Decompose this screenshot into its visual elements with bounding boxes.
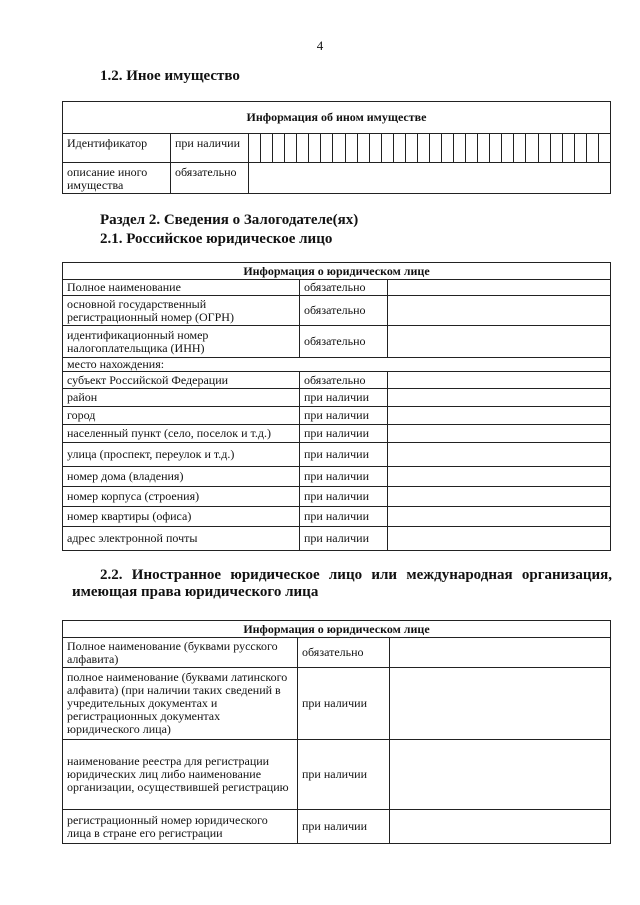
row-label: место нахождения: [63, 358, 611, 372]
row-label: номер корпуса (строения) [63, 487, 300, 507]
row-requirement: при наличии [300, 527, 388, 551]
value-cell[interactable] [388, 467, 611, 487]
value-cell[interactable] [388, 389, 611, 407]
row-label: субъект Российской Федерации [63, 372, 300, 389]
row-requirement: обязательно [298, 638, 390, 668]
value-cell[interactable] [388, 425, 611, 443]
value-cell[interactable] [388, 487, 611, 507]
row-label: основной государственный регистрационный номер (ОГРН) [63, 296, 300, 326]
row-requirement: обязательно [300, 372, 388, 389]
value-cell[interactable] [388, 507, 611, 527]
row-label: район [63, 389, 300, 407]
value-cell[interactable] [388, 407, 611, 425]
row-label: Идентификатор [63, 134, 171, 163]
description-input[interactable] [249, 163, 611, 194]
table-header: Информация о юридическом лице [63, 263, 611, 280]
value-cell[interactable] [388, 372, 611, 389]
russian-entity-table [62, 262, 611, 551]
row-label: номер дома (владения) [63, 467, 300, 487]
row-requirement: при наличии [298, 740, 390, 810]
row-label: наименование реестра для регистрации юридических лиц либо наименование организации, осуществившей регистрацию [63, 740, 298, 810]
row-label: регистрационный номер юридического лица в стране его регистрации [63, 810, 298, 844]
table-header: Информация о юридическом лице [63, 621, 611, 638]
table-header: Информация об ином имуществе [63, 102, 611, 134]
value-cell[interactable] [388, 296, 611, 326]
other-property-table [62, 101, 611, 194]
heading-section-2: Раздел 2. Сведения о Залогодателе(ях) [100, 212, 359, 228]
row-label: идентификационный номер налогоплательщика (ИНН) [63, 326, 300, 358]
row-requirement: при наличии [298, 810, 390, 844]
value-cell[interactable] [388, 527, 611, 551]
row-requirement: при наличии [300, 389, 388, 407]
row-requirement: при наличии [300, 425, 388, 443]
value-cell[interactable] [390, 638, 611, 668]
row-requirement: при наличии [300, 467, 388, 487]
row-requirement: обязательно [300, 280, 388, 296]
value-cell[interactable] [388, 326, 611, 358]
row-label: населенный пункт (село, поселок и т.д.) [63, 425, 300, 443]
heading-other-property: 1.2. Иное имущество [100, 68, 240, 84]
identifier-input[interactable] [249, 134, 611, 163]
value-cell[interactable] [388, 443, 611, 467]
row-requirement: при наличии [171, 134, 249, 163]
row-requirement: обязательно [300, 296, 388, 326]
row-requirement: обязательно [300, 326, 388, 358]
row-requirement: при наличии [298, 668, 390, 740]
page-number: 4 [316, 38, 324, 53]
row-requirement: при наличии [300, 407, 388, 425]
row-label: Полное наименование [63, 280, 300, 296]
row-label: улица (проспект, переулок и т.д.) [63, 443, 300, 467]
foreign-entity-table [62, 620, 611, 844]
row-requirement: при наличии [300, 443, 388, 467]
heading-russian-entity: 2.1. Российское юридическое лицо [100, 231, 333, 247]
heading-foreign-entity: 2.2. Иностранное юридическое лицо или международная организация, имеющая права юридического лица [72, 567, 612, 600]
value-cell[interactable] [390, 668, 611, 740]
row-label: описание иного имущества [63, 163, 171, 194]
value-cell[interactable] [390, 740, 611, 810]
row-label: город [63, 407, 300, 425]
value-cell[interactable] [388, 280, 611, 296]
value-cell[interactable] [390, 810, 611, 844]
row-label: полное наименование (буквами латинского алфавита) (при наличии таких сведений в учредительных документах и регистрационных документах юридического лица) [63, 668, 298, 740]
row-label: адрес электронной почты [63, 527, 300, 551]
row-label: номер квартиры (офиса) [63, 507, 300, 527]
row-requirement: обязательно [171, 163, 249, 194]
row-requirement: при наличии [300, 487, 388, 507]
row-label: Полное наименование (буквами русского алфавита) [63, 638, 298, 668]
row-requirement: при наличии [300, 507, 388, 527]
